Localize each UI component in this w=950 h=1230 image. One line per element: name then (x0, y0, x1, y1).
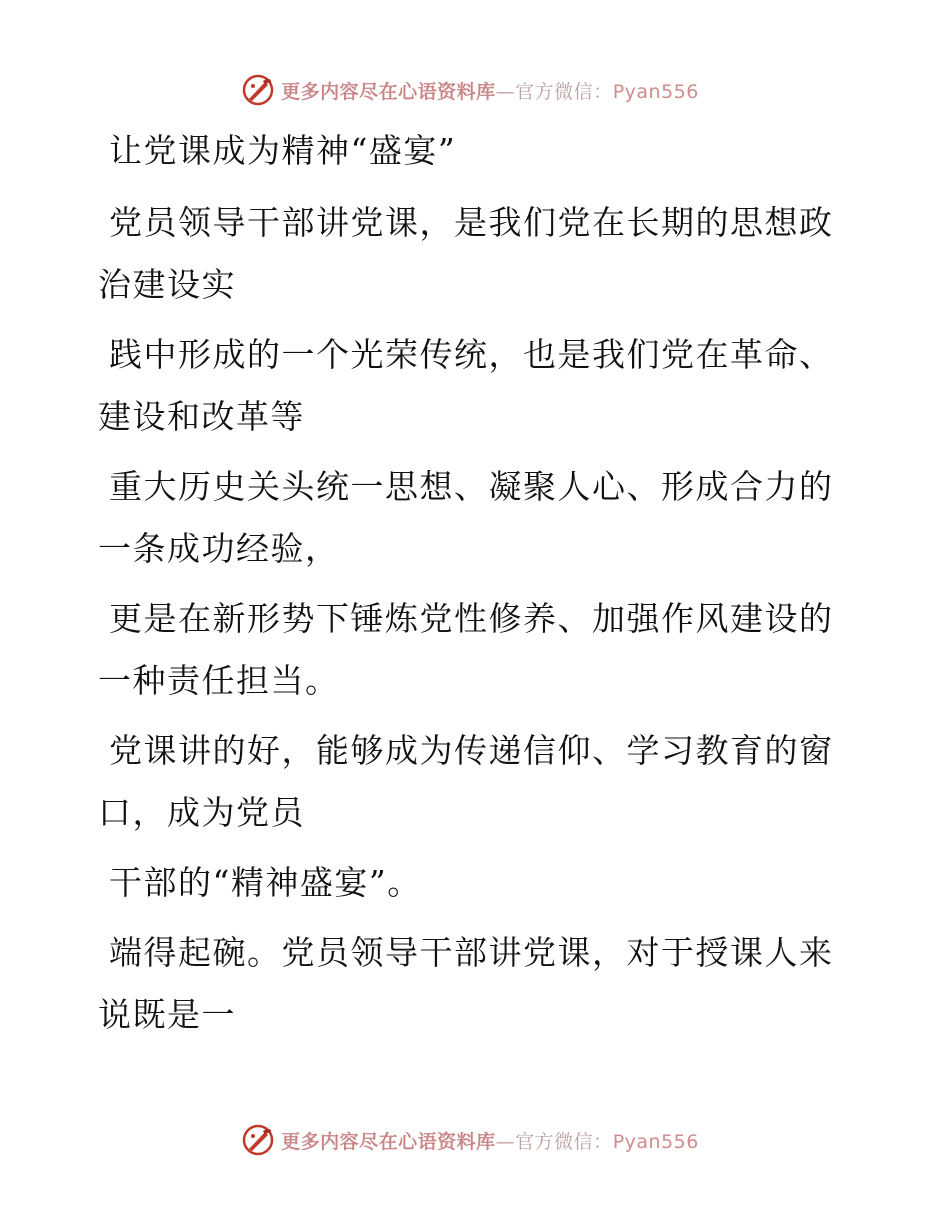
header-separator: — (495, 80, 516, 103)
footer-banner-text (281, 1127, 699, 1154)
header-banner-text (281, 77, 699, 104)
document-body (98, 120, 838, 1054)
header-wechat-label: 官方微信： (515, 80, 613, 103)
footer-banner-inner (241, 1123, 699, 1157)
footer-banner (0, 1120, 950, 1160)
paragraph-7: 端得起碗。党员领导干部讲党课，对于授课人来说既是一 (98, 933, 834, 1034)
footer-wechat-label: 官方微信： (515, 1130, 613, 1153)
header-brand-text: 更多内容尽在心语资料库 (281, 80, 496, 103)
footer-separator: — (495, 1130, 516, 1153)
footer-wechat-id: Pyan556 (612, 1130, 699, 1153)
document-title: 让党课成为精神“盛宴” (109, 131, 457, 170)
header-banner-inner (241, 73, 699, 107)
header-wechat-id: Pyan556 (612, 80, 699, 103)
footer-brand-text: 更多内容尽在心语资料库 (281, 1130, 496, 1153)
paragraph-4: 更是在新形势下锤炼党性修养、加强作风建设的一种责任担当。 (98, 599, 834, 700)
paragraph-3: 重大历史关头统一思想、凝聚人心、形成合力的一条成功经验， (98, 467, 834, 568)
paragraph-5: 党课讲的好，能够成为传递信仰、学习教育的窗口，成为党员 (98, 731, 834, 832)
header-banner (0, 70, 950, 110)
paragraph-1: 党员领导干部讲党课，是我们党在长期的思想政治建设实 (98, 203, 834, 304)
quill-logo-icon (241, 73, 275, 107)
quill-logo-icon (241, 1123, 275, 1157)
paragraph-2: 践中形成的一个光荣传统，也是我们党在革命、建设和改革等 (98, 335, 834, 436)
paragraph-6: 干部的“精神盛宴”。 (109, 863, 422, 902)
